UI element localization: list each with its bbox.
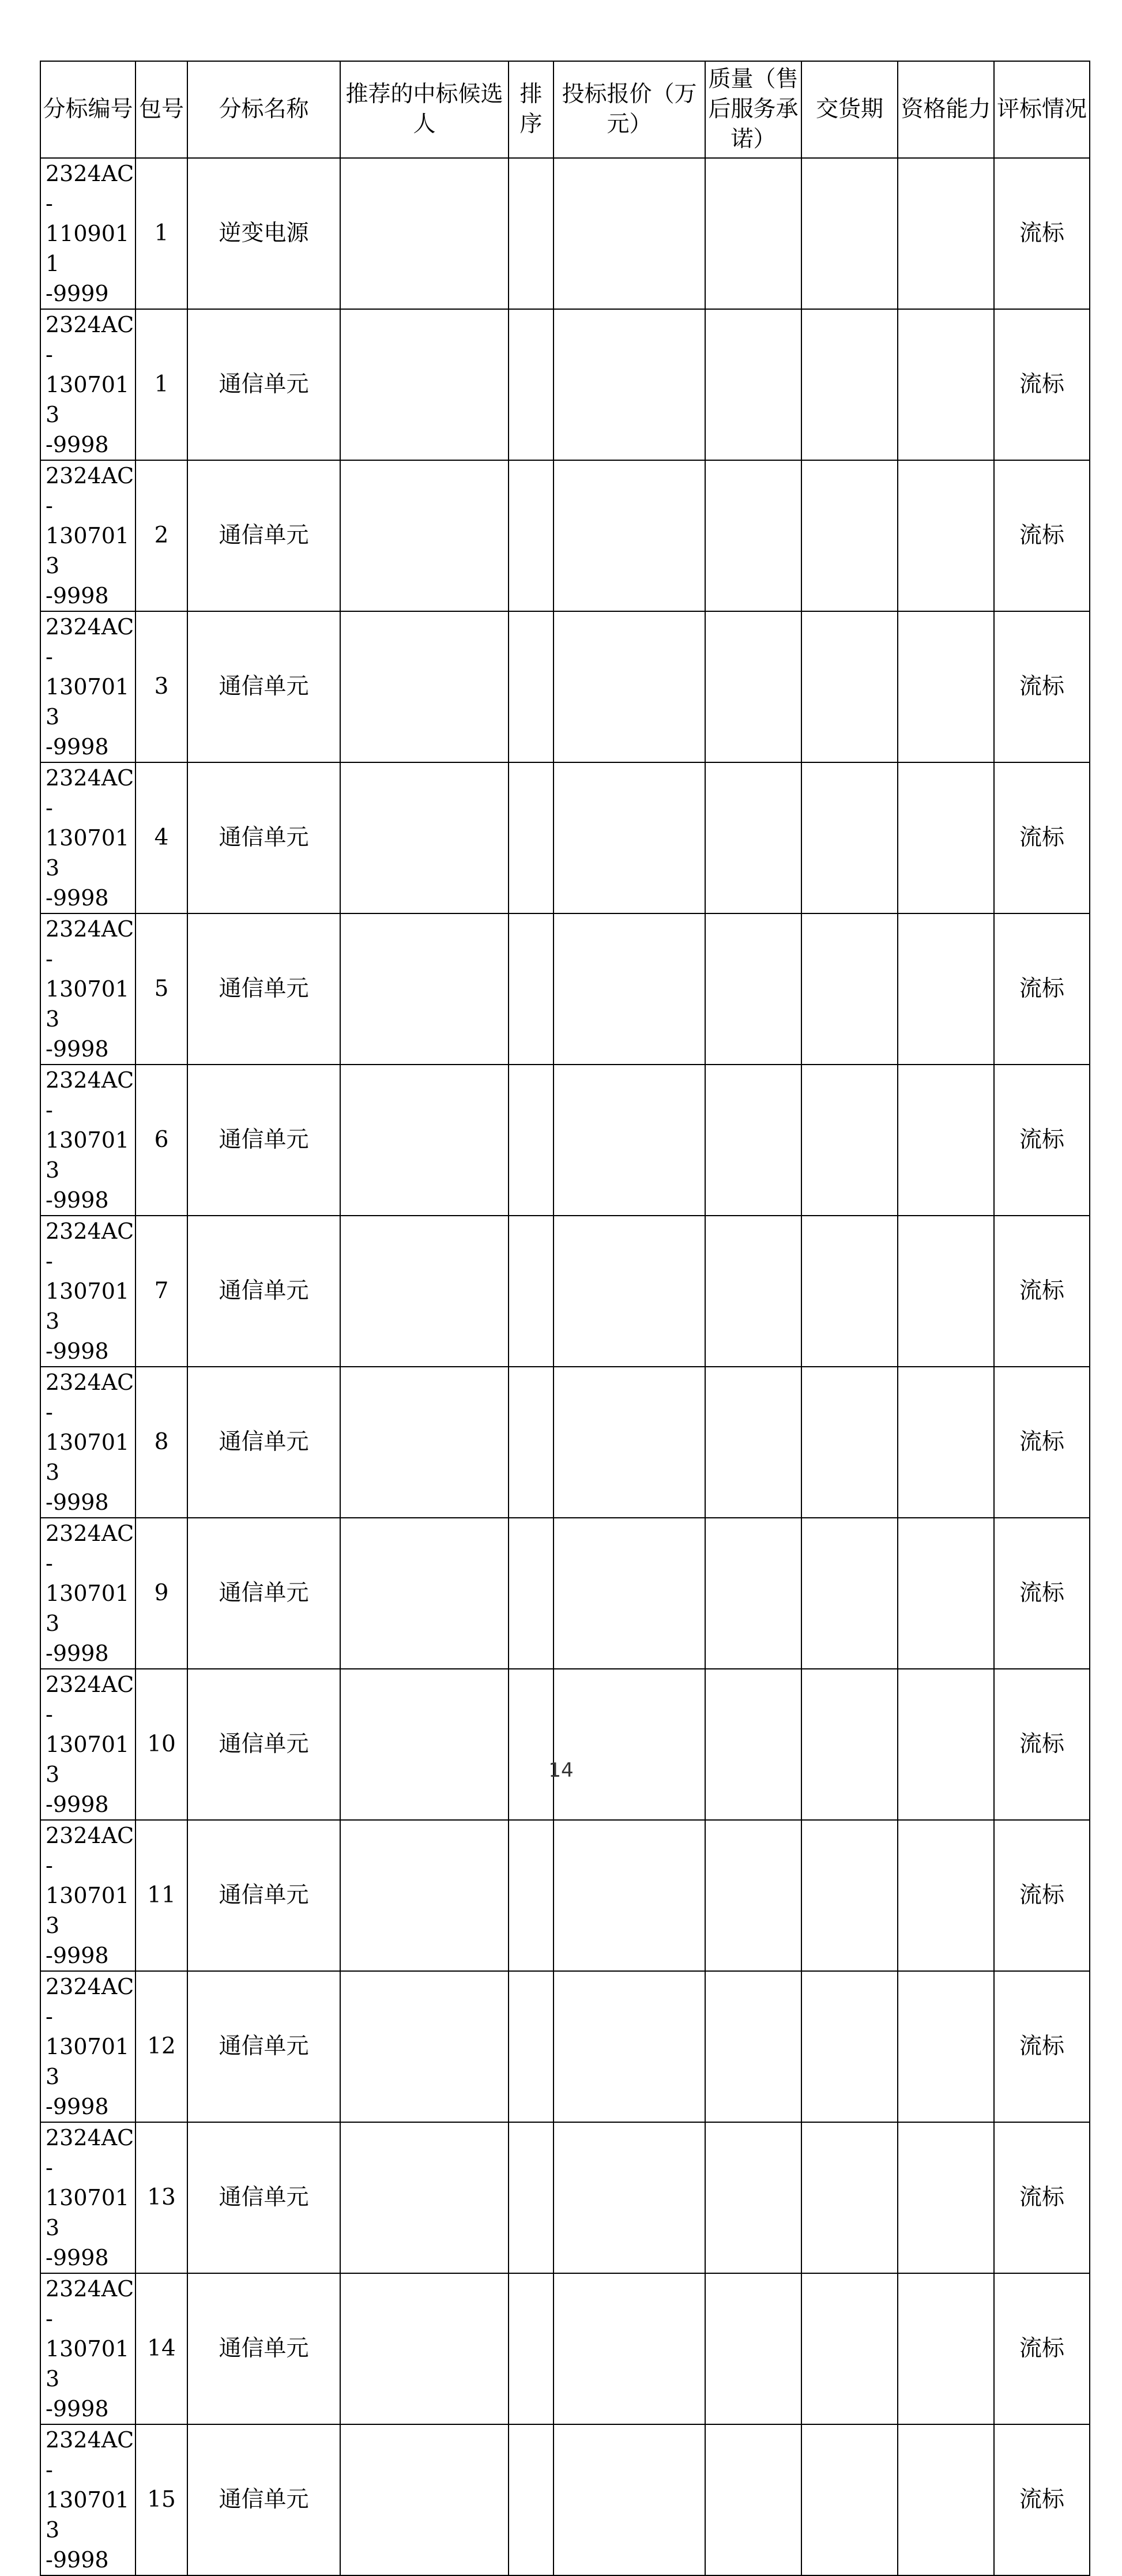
package-number-cell: 4 <box>135 762 187 913</box>
delivery-cell <box>801 309 898 460</box>
evaluation-result-cell: 流标 <box>994 1216 1090 1367</box>
delivery-cell <box>801 1971 898 2122</box>
package-number-cell: 15 <box>135 2424 187 2575</box>
lot-name-cell: 通信单元 <box>187 2122 340 2273</box>
quality-cell <box>705 1820 801 1971</box>
package-number-cell: 13 <box>135 2122 187 2273</box>
bid-price-cell <box>554 2424 705 2575</box>
lot-code-line: 1307013 <box>46 2336 130 2391</box>
lot-code-cell <box>40 1820 135 1971</box>
bid-price-cell <box>554 762 705 913</box>
table-row <box>40 1971 1090 2122</box>
package-number-cell: 11 <box>135 1820 187 1971</box>
lot-name-cell: 通信单元 <box>187 1820 340 1971</box>
lot-code-line: -9998 <box>46 2245 109 2270</box>
header-candidate: 推荐的中标候选人 <box>340 61 509 158</box>
lot-code-line: 2324AC- <box>46 312 134 367</box>
lot-code-line: 1307013 <box>46 523 130 578</box>
candidate-cell <box>340 1065 509 1216</box>
rank-cell <box>509 1216 554 1367</box>
bid-price-cell <box>554 158 705 309</box>
candidate-cell <box>340 762 509 913</box>
rank-cell <box>509 2424 554 2575</box>
delivery-cell <box>801 611 898 762</box>
bid-price-cell <box>554 2273 705 2424</box>
lot-code-line: 2324AC- <box>46 765 134 821</box>
qualification-cell <box>898 1820 994 1971</box>
rank-cell <box>509 1367 554 1518</box>
table-row <box>40 460 1090 611</box>
bid-price-cell <box>554 611 705 762</box>
package-number-cell: 9 <box>135 1518 187 1669</box>
delivery-cell <box>801 1367 898 1518</box>
lot-code-line: 1307013 <box>46 1732 130 1787</box>
evaluation-result-cell: 流标 <box>994 913 1090 1065</box>
table-row <box>40 1065 1090 1216</box>
lot-code-line: 1307013 <box>46 1883 130 1938</box>
evaluation-result-cell: 流标 <box>994 460 1090 611</box>
package-number-cell: 3 <box>135 611 187 762</box>
candidate-cell <box>340 1216 509 1367</box>
lot-name-cell: 通信单元 <box>187 309 340 460</box>
lot-code-cell <box>40 1367 135 1518</box>
evaluation-result-cell: 流标 <box>994 2273 1090 2424</box>
qualification-cell <box>898 460 994 611</box>
lot-code-line: -9998 <box>46 1338 109 1364</box>
lot-name-cell: 逆变电源 <box>187 158 340 309</box>
lot-name-cell: 通信单元 <box>187 1216 340 1367</box>
bid-price-cell <box>554 913 705 1065</box>
quality-cell <box>705 611 801 762</box>
quality-cell <box>705 762 801 913</box>
lot-code-line: 1307013 <box>46 2185 130 2240</box>
package-number-cell: 1 <box>135 309 187 460</box>
lot-code-line: 1307013 <box>46 1127 130 1183</box>
quality-cell <box>705 1518 801 1669</box>
delivery-cell <box>801 2424 898 2575</box>
lot-code-line: 2324AC- <box>46 2125 134 2180</box>
qualification-cell <box>898 2273 994 2424</box>
evaluation-result-cell: 流标 <box>994 1820 1090 1971</box>
page-number: 14 <box>548 1759 574 1782</box>
qualification-cell <box>898 309 994 460</box>
candidate-cell <box>340 460 509 611</box>
lot-code-line: 2324AC- <box>46 916 134 972</box>
evaluation-result-cell: 流标 <box>994 309 1090 460</box>
header-result: 评标情况 <box>994 61 1090 158</box>
lot-name-cell: 通信单元 <box>187 913 340 1065</box>
quality-cell <box>705 158 801 309</box>
qualification-cell <box>898 1216 994 1367</box>
evaluation-result-cell: 流标 <box>994 762 1090 913</box>
table-row <box>40 913 1090 1065</box>
lot-code-cell <box>40 611 135 762</box>
header-qualification: 资格能力 <box>898 61 994 158</box>
lot-name-cell: 通信单元 <box>187 1669 340 1820</box>
delivery-cell <box>801 460 898 611</box>
lot-code-line: 2324AC- <box>46 2427 134 2483</box>
lot-code-line: 1307013 <box>46 1278 130 1334</box>
bid-price-cell <box>554 1216 705 1367</box>
bid-price-cell <box>554 1065 705 1216</box>
rank-cell <box>509 309 554 460</box>
qualification-cell <box>898 158 994 309</box>
lot-name-cell: 通信单元 <box>187 1971 340 2122</box>
lot-code-line: 1307013 <box>46 674 130 729</box>
lot-code-line: 1307013 <box>46 372 130 427</box>
rank-cell <box>509 1065 554 1216</box>
candidate-cell <box>340 309 509 460</box>
lot-code-cell <box>40 460 135 611</box>
bid-price-cell <box>554 1669 705 1820</box>
lot-name-cell: 通信单元 <box>187 762 340 913</box>
candidate-cell <box>340 611 509 762</box>
table-row <box>40 2424 1090 2575</box>
lot-code-line: 2324AC- <box>46 463 134 518</box>
quality-cell <box>705 913 801 1065</box>
qualification-cell <box>898 2122 994 2273</box>
quality-cell <box>705 1216 801 1367</box>
delivery-cell <box>801 2273 898 2424</box>
table-row <box>40 158 1090 309</box>
header-package: 包号 <box>135 61 187 158</box>
delivery-cell <box>801 1518 898 1669</box>
package-number-cell: 8 <box>135 1367 187 1518</box>
lot-code-cell <box>40 158 135 309</box>
bid-price-cell <box>554 460 705 611</box>
lot-code-cell <box>40 1669 135 1820</box>
package-number-cell: 2 <box>135 460 187 611</box>
rank-cell <box>509 1820 554 1971</box>
evaluation-result-cell: 流标 <box>994 158 1090 309</box>
bid-price-cell <box>554 1971 705 2122</box>
delivery-cell <box>801 1669 898 1820</box>
candidate-cell <box>340 2273 509 2424</box>
lot-code-cell <box>40 2273 135 2424</box>
delivery-cell <box>801 158 898 309</box>
lot-code-cell <box>40 309 135 460</box>
header-quality: 质量（售后服务承诺） <box>705 61 801 158</box>
header-name: 分标名称 <box>187 61 340 158</box>
evaluation-result-cell: 流标 <box>994 611 1090 762</box>
qualification-cell <box>898 1971 994 2122</box>
table-row <box>40 762 1090 913</box>
lot-name-cell: 通信单元 <box>187 611 340 762</box>
lot-name-cell: 通信单元 <box>187 1065 340 1216</box>
table-body <box>40 158 1090 2575</box>
rank-cell <box>509 611 554 762</box>
package-number-cell: 5 <box>135 913 187 1065</box>
header-delivery: 交货期 <box>801 61 898 158</box>
evaluation-result-cell: 流标 <box>994 1971 1090 2122</box>
lot-code-line: 2324AC- <box>46 1370 134 1425</box>
table-row <box>40 611 1090 762</box>
header-row <box>40 61 1090 158</box>
qualification-cell <box>898 1669 994 1820</box>
table-row <box>40 1367 1090 1518</box>
lot-code-line: 1307013 <box>46 825 130 881</box>
quality-cell <box>705 1669 801 1820</box>
lot-name-cell: 通信单元 <box>187 1367 340 1518</box>
table-header <box>40 61 1090 158</box>
rank-cell <box>509 2273 554 2424</box>
qualification-cell <box>898 913 994 1065</box>
lot-code-line: -9998 <box>46 734 109 759</box>
lot-code-line: -9998 <box>46 432 109 457</box>
quality-cell <box>705 1971 801 2122</box>
lot-name-cell: 通信单元 <box>187 460 340 611</box>
quality-cell <box>705 2424 801 2575</box>
candidate-cell <box>340 158 509 309</box>
package-number-cell: 7 <box>135 1216 187 1367</box>
lot-code-line: 1109011 <box>46 221 130 276</box>
lot-code-line: 2324AC- <box>46 1219 134 1274</box>
lot-code-cell <box>40 2122 135 2273</box>
table-row <box>40 2122 1090 2273</box>
qualification-cell <box>898 1518 994 1669</box>
quality-cell <box>705 309 801 460</box>
lot-code-line: -9998 <box>46 2396 109 2421</box>
lot-code-cell <box>40 2424 135 2575</box>
quality-cell <box>705 2122 801 2273</box>
lot-code-line: 2324AC- <box>46 1067 134 1123</box>
lot-code-line: 1307013 <box>46 976 130 1032</box>
lot-code-line: -9998 <box>46 1641 109 1666</box>
candidate-cell <box>340 1669 509 1820</box>
lot-code-line: -9998 <box>46 1187 109 1213</box>
quality-cell <box>705 1065 801 1216</box>
quality-cell <box>705 2273 801 2424</box>
evaluation-result-cell: 流标 <box>994 1367 1090 1518</box>
evaluation-result-cell: 流标 <box>994 2122 1090 2273</box>
lot-code-line: -9998 <box>46 583 109 608</box>
quality-cell <box>705 1367 801 1518</box>
bid-price-cell <box>554 1518 705 1669</box>
header-rank: 排序 <box>509 61 554 158</box>
quality-cell <box>705 460 801 611</box>
delivery-cell <box>801 1216 898 1367</box>
evaluation-result-cell: 流标 <box>994 2424 1090 2575</box>
rank-cell <box>509 762 554 913</box>
delivery-cell <box>801 762 898 913</box>
qualification-cell <box>898 762 994 913</box>
candidate-cell <box>340 1367 509 1518</box>
table-row <box>40 309 1090 460</box>
lot-code-line: 2324AC- <box>46 2276 134 2331</box>
delivery-cell <box>801 1820 898 1971</box>
table-row <box>40 1669 1090 1820</box>
package-number-cell: 1 <box>135 158 187 309</box>
lot-name-cell: 通信单元 <box>187 2273 340 2424</box>
lot-code-cell <box>40 762 135 913</box>
candidate-cell <box>340 2122 509 2273</box>
lot-code-line: -9998 <box>46 1943 109 1968</box>
evaluation-result-cell: 流标 <box>994 1065 1090 1216</box>
lot-code-line: 1307013 <box>46 1430 130 1485</box>
package-number-cell: 12 <box>135 1971 187 2122</box>
table-row <box>40 2273 1090 2424</box>
lot-code-cell <box>40 1216 135 1367</box>
table-row <box>40 1216 1090 1367</box>
lot-code-line: 1307013 <box>46 1581 130 1636</box>
lot-code-line: 2324AC- <box>46 1823 134 1878</box>
lot-code-line: -9998 <box>46 1490 109 1515</box>
rank-cell <box>509 158 554 309</box>
rank-cell <box>509 913 554 1065</box>
candidate-cell <box>340 2424 509 2575</box>
rank-cell <box>509 460 554 611</box>
lot-code-cell <box>40 1971 135 2122</box>
delivery-cell <box>801 1065 898 1216</box>
lot-code-line: 1307013 <box>46 2487 130 2543</box>
lot-code-line: 2324AC- <box>46 1521 134 1576</box>
bid-price-cell <box>554 2122 705 2273</box>
qualification-cell <box>898 2424 994 2575</box>
candidate-cell <box>340 1518 509 1669</box>
qualification-cell <box>898 611 994 762</box>
candidate-cell <box>340 1971 509 2122</box>
lot-name-cell: 通信单元 <box>187 1518 340 1669</box>
rank-cell <box>509 1669 554 1820</box>
header-price: 投标报价（万元） <box>554 61 705 158</box>
lot-code-line: -9998 <box>46 1792 109 1817</box>
lot-code-cell <box>40 1065 135 1216</box>
evaluation-result-cell: 流标 <box>994 1669 1090 1820</box>
lot-code-line: 1307013 <box>46 2034 130 2089</box>
rank-cell <box>509 2122 554 2273</box>
lot-code-line: -9999 <box>46 281 109 306</box>
lot-code-line: -9998 <box>46 2094 109 2119</box>
lot-code-line: 2324AC- <box>46 614 134 670</box>
candidate-cell <box>340 1820 509 1971</box>
header-code: 分标编号 <box>40 61 135 158</box>
qualification-cell <box>898 1367 994 1518</box>
candidate-cell <box>340 913 509 1065</box>
bid-price-cell <box>554 1820 705 1971</box>
package-number-cell: 10 <box>135 1669 187 1820</box>
package-number-cell: 14 <box>135 2273 187 2424</box>
delivery-cell <box>801 913 898 1065</box>
lot-code-line: 2324AC- <box>46 1974 134 2029</box>
delivery-cell <box>801 2122 898 2273</box>
lot-code-line: -9998 <box>46 2547 109 2573</box>
table-row <box>40 1518 1090 1669</box>
lot-code-line: -9998 <box>46 1036 109 1062</box>
rank-cell <box>509 1518 554 1669</box>
bid-price-cell <box>554 1367 705 1518</box>
lot-code-cell <box>40 913 135 1065</box>
rank-cell <box>509 1971 554 2122</box>
bid-price-cell <box>554 309 705 460</box>
evaluation-result-cell: 流标 <box>994 1518 1090 1669</box>
lot-code-line: -9998 <box>46 885 109 911</box>
lot-code-line: 2324AC- <box>46 161 134 216</box>
table-row <box>40 1820 1090 1971</box>
qualification-cell <box>898 1065 994 1216</box>
lot-code-cell <box>40 1518 135 1669</box>
package-number-cell: 6 <box>135 1065 187 1216</box>
bid-evaluation-table <box>40 61 1090 2576</box>
lot-code-line: 2324AC- <box>46 1672 134 1727</box>
lot-name-cell: 通信单元 <box>187 2424 340 2575</box>
